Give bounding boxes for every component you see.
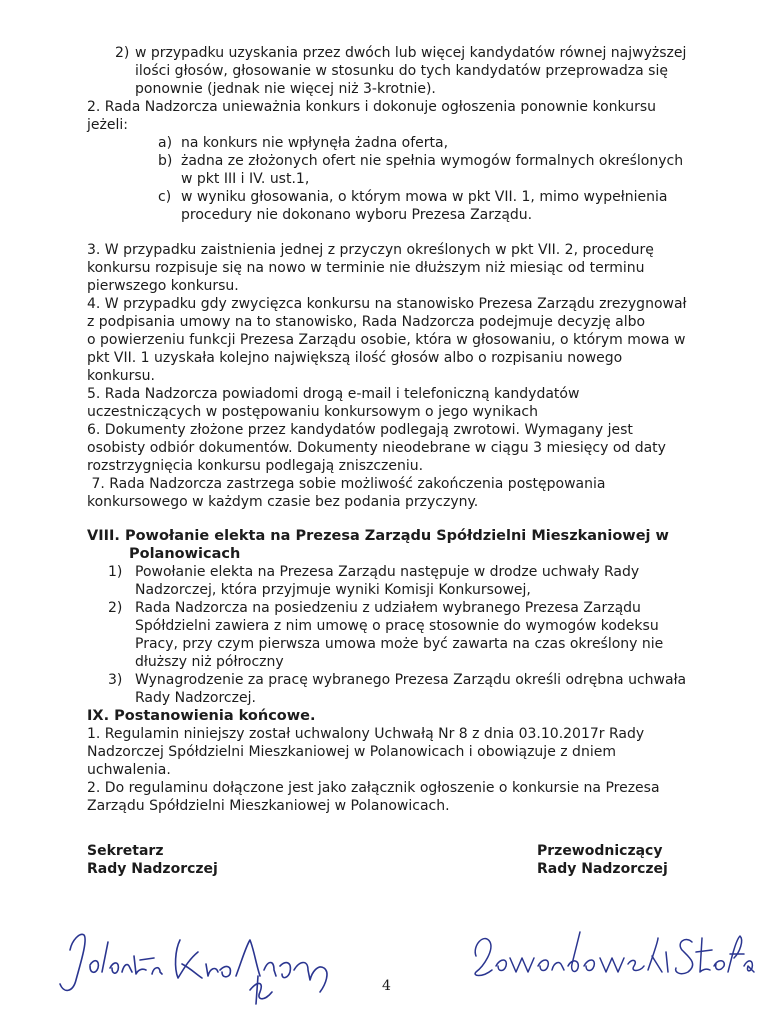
chairman-title: Przewodniczący	[537, 843, 663, 859]
item-number: 2)	[115, 45, 130, 61]
item-number: 3)	[108, 672, 123, 688]
secretary-board: Rady Nadzorczej	[87, 861, 218, 877]
secretary-title: Sekretarz	[87, 843, 164, 859]
chairman-signature-icon	[462, 892, 762, 992]
item-number: b)	[158, 153, 173, 169]
text-line: rozstrzygnięcia konkursu podlegają zniszczeniu.	[87, 458, 424, 474]
text-line: w wyniku głosowania, o którym mowa w pkt VII. 1, mimo wypełnienia	[181, 189, 668, 205]
section-heading: VIII. Powołanie elekta na Prezesa Zarządu Spółdzielni Mieszkaniowej w	[87, 528, 669, 544]
text-line: uczestniczących w postępowaniu konkursowym o jego wynikach	[87, 404, 538, 420]
text-line: na konkurs nie wpłynęła żadna oferta,	[181, 135, 449, 151]
text-line: o powierzeniu funkcji Prezesa Zarządu osobie, która w głosowaniu, o którym mowa w	[87, 332, 686, 348]
section-heading: IX. Postanowienia końcowe.	[87, 708, 316, 724]
page-number: 4	[382, 978, 391, 994]
text-line: Pracy, przy czym pierwsza umowa może być zawarta na czas określony nie	[135, 636, 664, 652]
text-line: Powołanie elekta na Prezesa Zarządu następuje w drodze uchwały Rady	[135, 564, 640, 580]
text-line: 2. Do regulaminu dołączone jest jako załącznik ogłoszenie o konkursie na Prezesa	[87, 780, 660, 796]
text-line: Rady Nadzorczej.	[135, 690, 256, 706]
text-line: konkursu rozpisuje się na nowo w terminie nie dłuższym niż miesiąc od terminu	[87, 260, 645, 276]
text-line: ilości głosów, głosowanie w stosunku do tych kandydatów przeprowadza się	[135, 63, 668, 79]
text-line: Rada Nadzorcza na posiedzeniu z udziałem wybranego Prezesa Zarządu	[135, 600, 641, 616]
text-line: w pkt III i IV. ust.1,	[181, 171, 310, 187]
text-line: w przypadku uzyskania przez dwóch lub więcej kandydatów równej najwyższej	[135, 45, 687, 61]
text-line: Wynagrodzenie za pracę wybranego Prezesa Zarządu określi odrębna uchwała	[135, 672, 687, 688]
item-number: 1)	[108, 564, 123, 580]
text-line: 6. Dokumenty złożone przez kandydatów podlegają zwrotowi. Wymagany jest	[87, 422, 633, 438]
item-number: a)	[158, 135, 173, 151]
text-line: 7. Rada Nadzorcza zastrzega sobie możliwość zakończenia postępowania	[87, 476, 606, 492]
text-line: jeżeli:	[87, 117, 128, 133]
item-number: c)	[158, 189, 172, 205]
text-line: ponownie (jednak nie więcej niż 3-krotnie).	[135, 81, 436, 97]
chairman-board: Rady Nadzorczej	[537, 861, 668, 877]
item-number: 2)	[108, 600, 123, 616]
text-line: 2. Rada Nadzorcza unieważnia konkurs i dokonuje ogłoszenia ponownie konkursu	[87, 99, 657, 115]
text-line: Nadzorczej, która przyjmuje wyniki Komisji Konkursowej,	[135, 582, 531, 598]
text-line: pkt VII. 1 uzyskała kolejno największą ilość głosów albo o rozpisaniu nowego	[87, 350, 623, 366]
text-line: konkursowego w każdym czasie bez podania przyczyny.	[87, 494, 479, 510]
text-line: Zarządu Spółdzielni Mieszkaniowej w Polanowicach.	[87, 798, 450, 814]
text-line: pierwszego konkursu.	[87, 278, 239, 294]
text-line: dłuższy niż półroczny	[135, 654, 284, 670]
text-line: uchwalenia.	[87, 762, 171, 778]
text-line: 5. Rada Nadzorcza powiadomi drogą e-mail i telefoniczną kandydatów	[87, 386, 580, 402]
text-line: osobisty odbiór dokumentów. Dokumenty nieodebrane w ciągu 3 miesięcy od daty	[87, 440, 666, 456]
text-line: Nadzorczej Spółdzielni Mieszkaniowej w Polanowicach i obowiązuje z dniem	[87, 744, 616, 760]
text-line: procedury nie dokonano wyboru Prezesa Zarządu.	[181, 207, 533, 223]
text-line: Spółdzielni zawiera z nim umowę o pracę stosownie do wymogów kodeksu	[135, 618, 659, 634]
text-line: z podpisania umowy na to stanowisko, Rada Nadzorcza podejmuje decyzję albo	[87, 314, 646, 330]
text-line: 3. W przypadku zaistnienia jednej z przyczyn określonych w pkt VII. 2, procedurę	[87, 242, 654, 258]
secretary-signature-icon	[50, 880, 350, 1010]
text-line: żadna ze złożonych ofert nie spełnia wymogów formalnych określonych	[181, 153, 684, 169]
text-line: 1. Regulamin niniejszy został uchwalony Uchwałą Nr 8 z dnia 03.10.2017r Rady	[87, 726, 645, 742]
text-line: konkursu.	[87, 368, 155, 384]
text-line: 4. W przypadku gdy zwycięzca konkursu na stanowisko Prezesa Zarządu zrezygnował	[87, 296, 687, 312]
section-heading: Polanowicach	[129, 546, 241, 562]
